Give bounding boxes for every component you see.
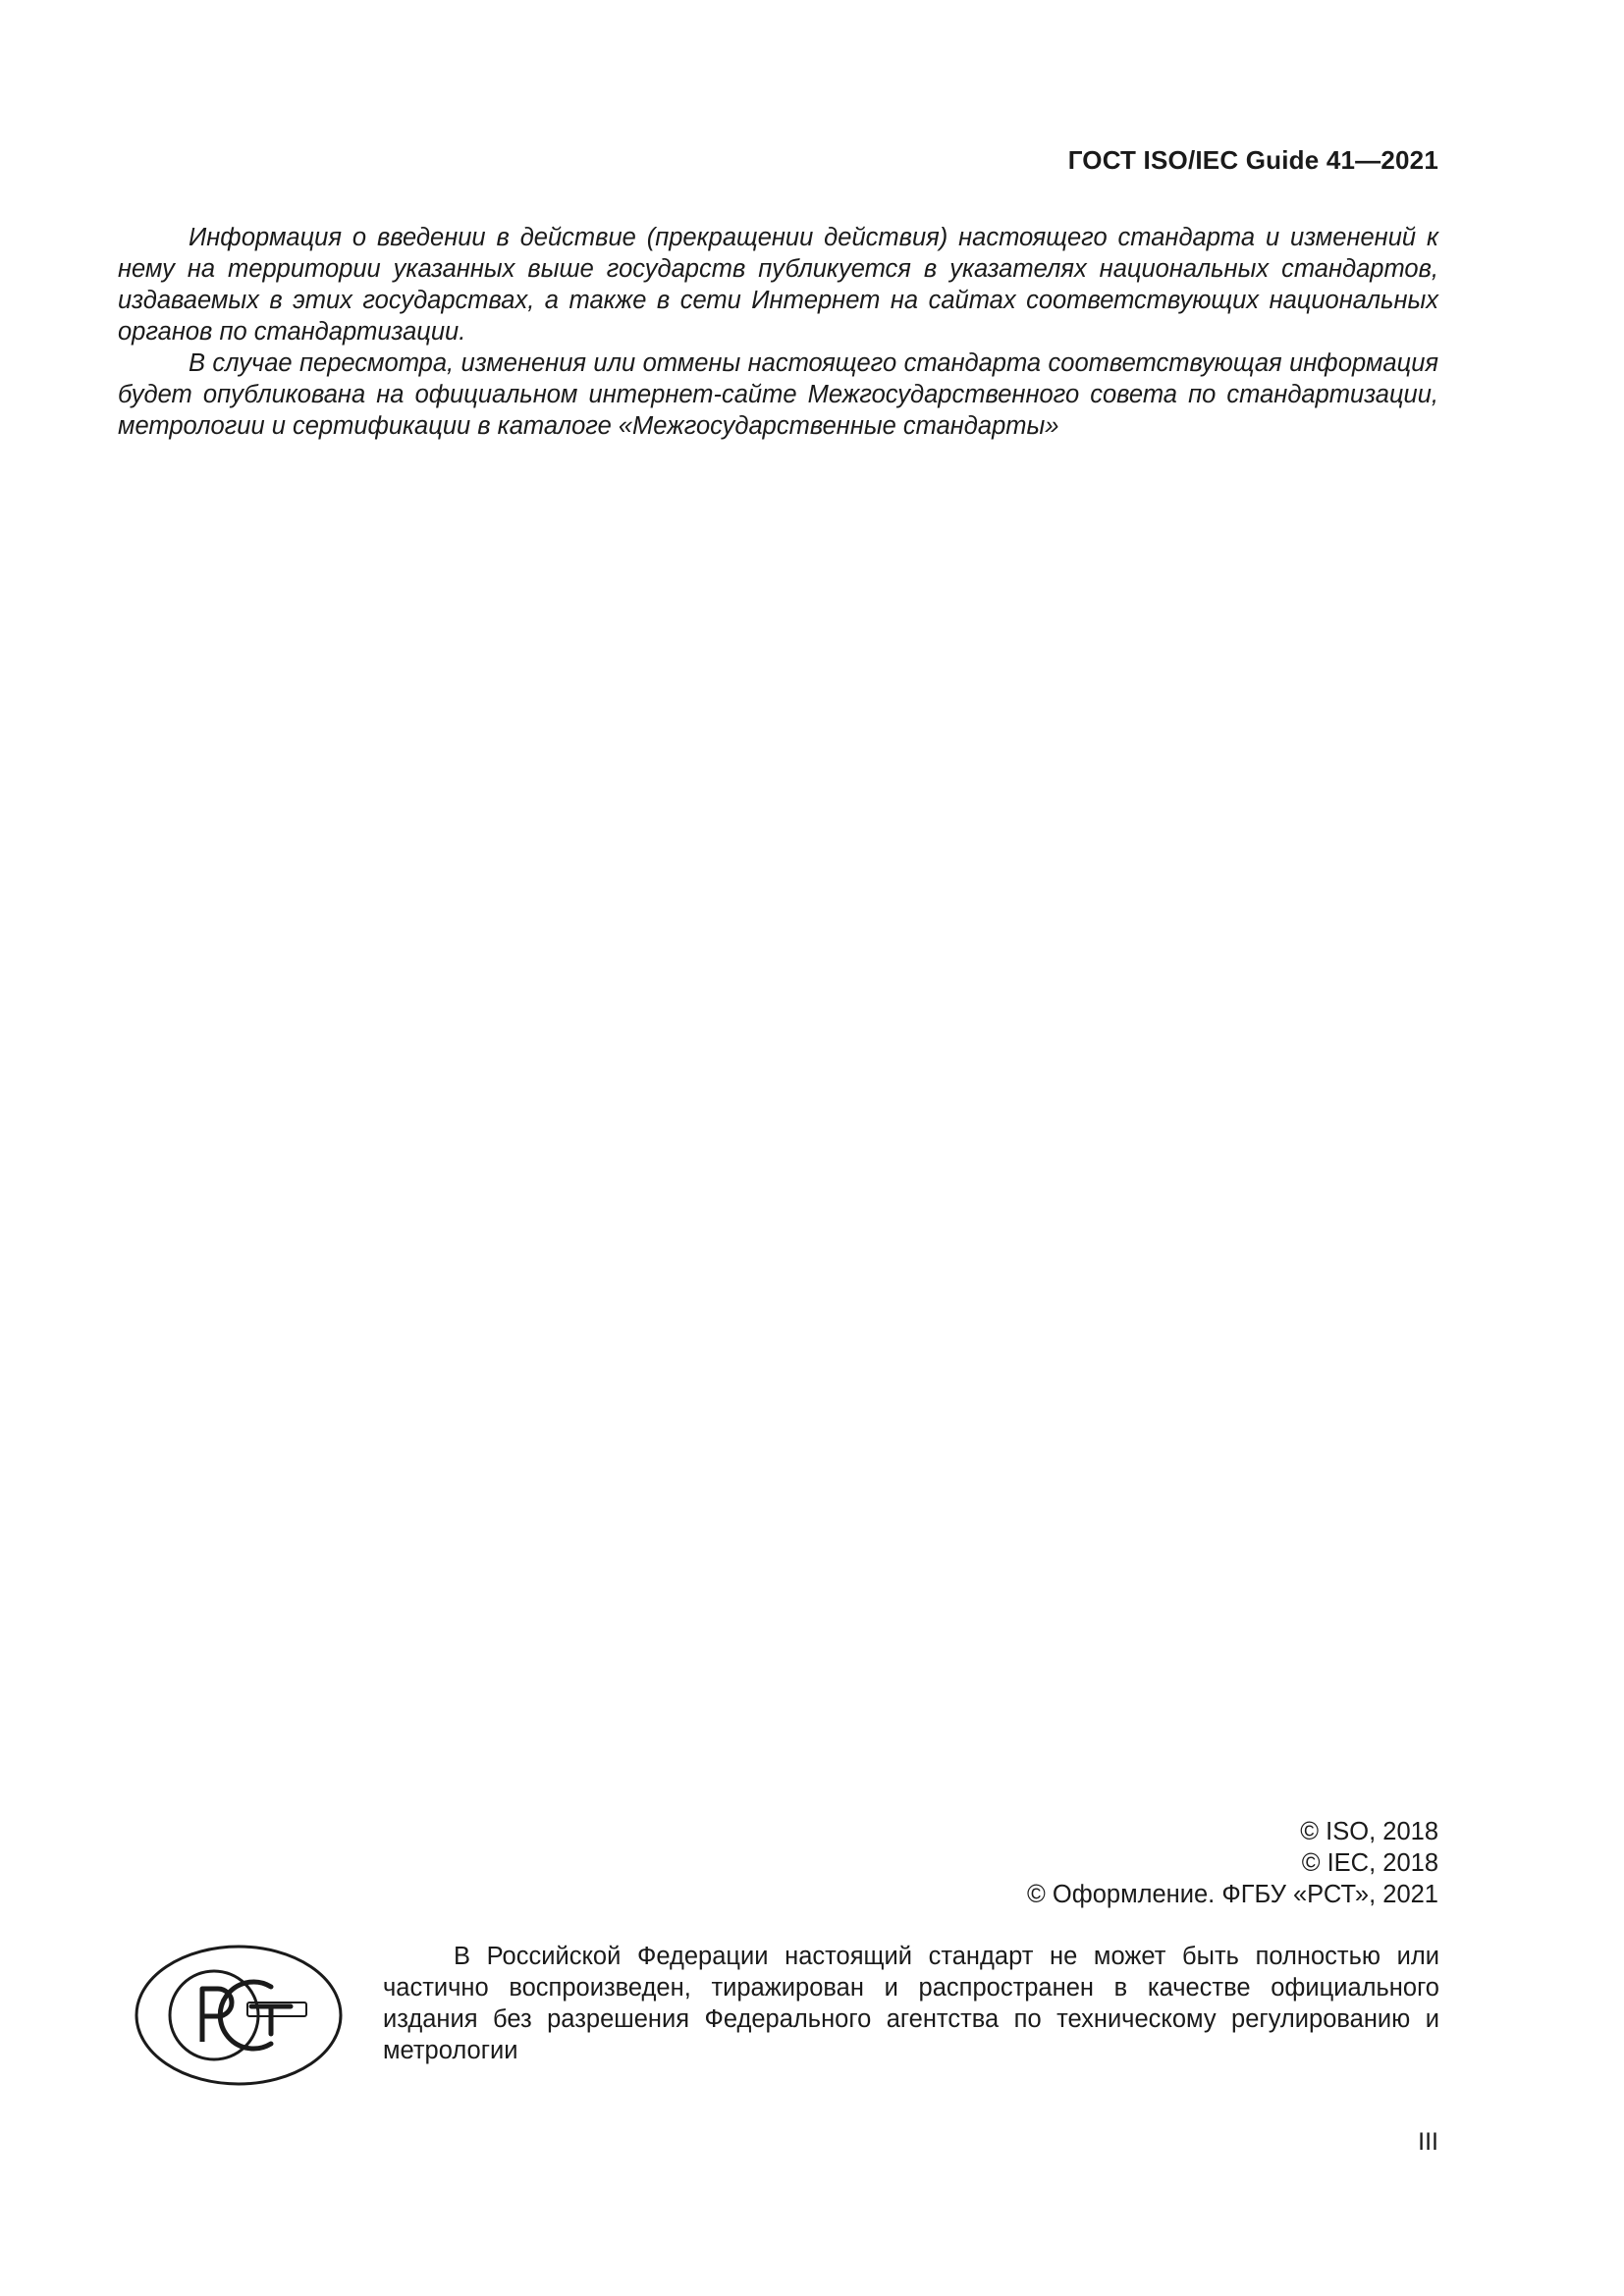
intro-text xyxy=(118,222,1438,442)
intro-paragraph: В случае пересмотра, изменения или отмены настоящего стандарта соответствующая информация будет опубликована на официальном интернет-сайте Межгосударственного совета по стандартизации, метрологии и сертификации в каталоге «Межгосударственные стандарты» xyxy=(118,349,1438,440)
copyright-block xyxy=(1027,1816,1438,1910)
page-number: III xyxy=(1418,2128,1438,2156)
copyright-line-iso: © ISO, 2018 xyxy=(1300,1818,1438,1845)
rst-logo-icon xyxy=(134,1944,344,2087)
copyright-line-rst: © Оформление. ФГБУ «РСТ», 2021 xyxy=(1027,1881,1438,1908)
intro-paragraph: Информация о введении в действие (прекращении действия) настоящего стандарта и изменений к нему на территории указанных выше государств публикуется в указателях национальных стандартов, издаваемых в этих государствах, а также в сети Интернет на сайтах соответствующих национальных органов по стандартизации. xyxy=(118,224,1438,346)
copyright-line-iec: © IEC, 2018 xyxy=(1301,1849,1438,1877)
notice-text: В Российской Федерации настоящий стандарт не может быть полностью или частично воспроизведен, тиражирован и распространен в качестве официального издания без разрешения Федерального агентства по техническому регулированию и метрологии xyxy=(383,1943,1439,2064)
document-header: ГОСТ ISO/IEC Guide 41—2021 xyxy=(1067,145,1438,175)
copyright-notice xyxy=(383,1941,1439,2066)
